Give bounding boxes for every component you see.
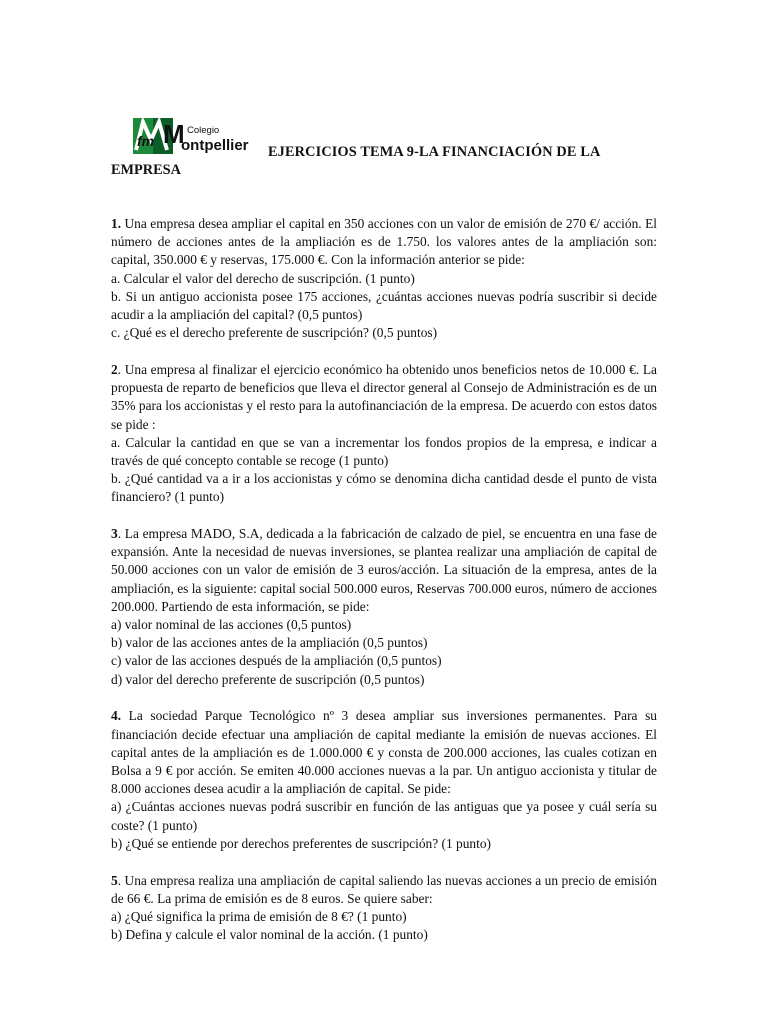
exercise-statement bbox=[111, 707, 657, 798]
exercise-question: b) Defina y calcule el valor nominal de la acción. (1 punto) bbox=[111, 927, 428, 943]
exercise-question: a) valor nominal de las acciones (0,5 puntos) bbox=[111, 617, 352, 633]
logo-text-large: ontpellier bbox=[181, 137, 249, 154]
svg-text:fm: fm bbox=[137, 133, 155, 149]
logo-text-small: Colegio bbox=[187, 125, 220, 136]
exercise-statement bbox=[111, 361, 657, 434]
exercise-question: b. Si un antiguo accionista posee 175 acciones, ¿cuántas acciones nuevas podría suscribir si decide acudir a la ampliación del capital? (0,5 puntos) bbox=[111, 288, 657, 323]
exercise-text: . La empresa MADO, S.A, dedicada a la fabricación de calzado de piel, se encuentra en una fase de expansión. Ante la necesidad de nuevas inversiones, se plantea realizar una ampliación de capital de 50.000 acciones con un valor de emisión de 3 euros/acción. La situación de la empresa, antes de la ampliación, es la siguiente: capital social 500.000 euros, Reservas 700.000 euros, número de acciones 200.000. Partiendo de esta información, se pide: bbox=[111, 526, 657, 614]
exercise-4 bbox=[111, 707, 657, 853]
exercise-number: 4. bbox=[111, 708, 122, 724]
colegio-montpellier-logo bbox=[133, 116, 251, 160]
exercise-statement bbox=[111, 872, 657, 908]
exercise-question: b) ¿Qué se entiende por derechos preferentes de suscripción? (1 punto) bbox=[111, 835, 491, 851]
exercise-text: . Una empresa realiza una ampliación de capital saliendo las nuevas acciones a un precio de emisión de 66 €. La prima de emisión es de 8 euros. Se quiere saber: bbox=[111, 872, 657, 906]
exercise-5 bbox=[111, 872, 657, 945]
exercise-3 bbox=[111, 525, 657, 689]
exercise-question: b. ¿Qué cantidad va a ir a los accionistas y cómo se denomina dicha cantidad desde el punto de vista financiero? (1 punto) bbox=[111, 471, 657, 505]
exercise-question: a) ¿Qué significa la prima de emisión de 8 €? (1 punto) bbox=[111, 908, 407, 924]
exercise-2 bbox=[111, 361, 657, 507]
exercise-list bbox=[111, 215, 657, 963]
exercise-question: c. ¿Qué es el derecho preferente de suscripción? (0,5 puntos) bbox=[111, 325, 438, 341]
exercise-1 bbox=[111, 215, 657, 342]
exercise-number: 2 bbox=[111, 361, 118, 377]
exercise-statement bbox=[111, 525, 657, 616]
exercise-number: 1. bbox=[111, 216, 122, 231]
exercise-question: a. Calcular el valor del derecho de suscripción. (1 punto) bbox=[111, 270, 415, 286]
exercise-text: La sociedad Parque Tecnológico nº 3 desea ampliar sus inversiones permanentes. Para su financiación decide efectuar una ampliación de capital mediante la emisión de nuevas acciones. El capital antes de la ampliación es de 1.000.000 € y consta de 200.000 acciones, las cuales cotizan en Bolsa a 9 € por acción. Se emiten 40.000 acciones nuevas a la par. Un antiguo accionista y titular de 8.000 acciones desea acudir a la ampliación de capital. Se pide: bbox=[111, 708, 657, 797]
exercise-text: . Una empresa al finalizar el ejercicio económico ha obtenido unos beneficios netos de 10.000 €. La propuesta de reparto de beneficios que lleva el director general al Consejo de Administración es de un 35% para los accionistas y el resto para la autofinanciación de la empresa. De acuerdo con estos datos se pide : bbox=[111, 361, 657, 432]
exercise-question: d) valor del derecho preferente de suscripción (0,5 puntos) bbox=[111, 671, 425, 687]
exercise-question: c) valor de las acciones después de la ampliación (0,5 puntos) bbox=[111, 653, 442, 669]
exercise-statement bbox=[111, 215, 657, 270]
exercise-text: Una empresa desea ampliar el capital en 350 acciones con un valor de emisión de 270 €/ acción. El número de acciones antes de la ampliación es de 1.750. los valores antes de la ampliación son: capital, 350.000 € y reservas, 175.000 €. Con la información anterior se pide: bbox=[111, 216, 657, 268]
exercise-question: b) valor de las acciones antes de la ampliación (0,5 puntos) bbox=[111, 635, 428, 651]
logo-letter: M bbox=[163, 119, 185, 149]
exercise-question: a. Calcular la cantidad en que se van a incrementar los fondos propios de la empresa, e indicar a través de qué concepto contable se recoge (1 punto) bbox=[111, 434, 657, 468]
document-title-line-2: EMPRESA bbox=[111, 162, 181, 178]
exercise-question: a) ¿Cuántas acciones nuevas podrá suscribir en función de las antiguas que ya posee y cuál sería su coste? (1 punto) bbox=[111, 799, 657, 833]
exercise-number: 3 bbox=[111, 526, 118, 542]
exercise-number: 5 bbox=[111, 872, 118, 888]
document-title-line-1: EJERCICIOS TEMA 9-LA FINANCIACIÓN DE LA bbox=[268, 144, 601, 160]
